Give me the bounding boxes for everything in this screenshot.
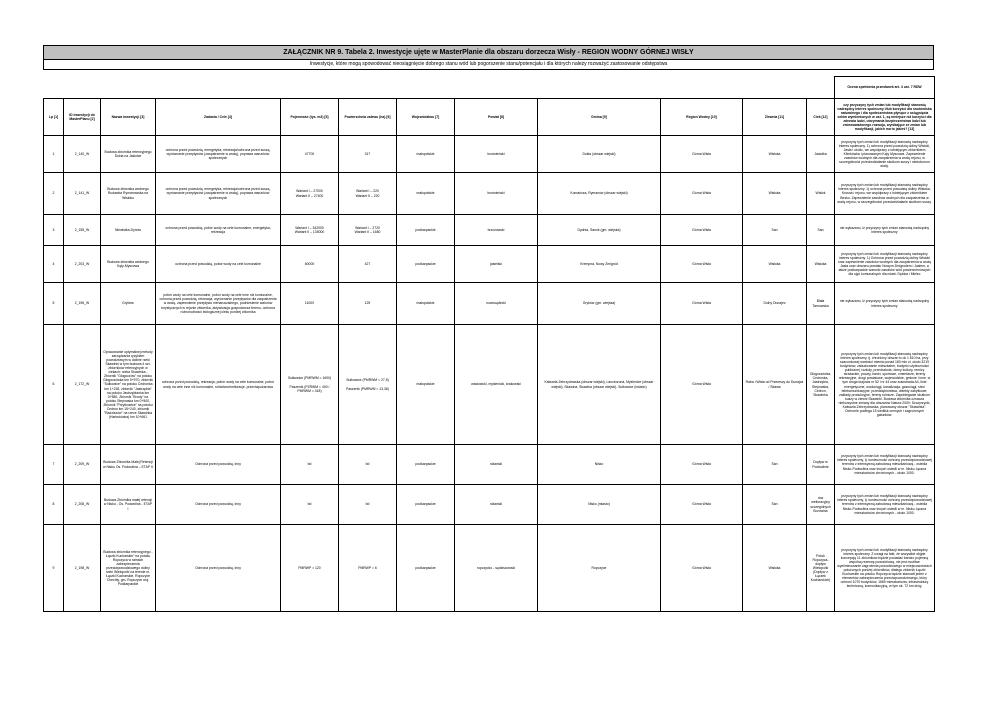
cell-lp: 9: [44, 525, 64, 612]
column-header: Powierzchnia zalewu (ha) [6]: [339, 99, 397, 136]
cell-region: Górna Wisła: [661, 485, 743, 525]
document-title: ZAŁĄCZNIK NR 9. Tabela 2. Inwestycje ujęte w MasterPlanie dla obszaru dorzecza Wisły - REGION WODNY GÓRNEJ WISŁY: [43, 45, 934, 60]
cell-powiat: wadowicki, myślenicki, krakowski: [455, 325, 538, 445]
cell-zlewnia: Wisłoka: [743, 136, 807, 173]
cell-poj: PMRWP = 120: [281, 525, 339, 612]
cell-nazwa: Niewistka-Dynów: [101, 215, 156, 246]
cell-nazwa: Budowa zbiornika wodnego Rudawka Rymanowska na Wisłoku: [101, 173, 156, 215]
document-subtitle: Inwestycje, które mogą spowodować nieosiągnięcie dobrego stanu wód lub pogorszenie stanu/potencjału i dla których należy rozważyć zastosowanie odstępstwa: [43, 60, 934, 70]
cell-woj: podkarpackie: [397, 485, 455, 525]
cell-nazwa: Budowa zbiornika wodnego Kąty-Myscowa: [101, 246, 156, 283]
cell-id: 2_140_W: [64, 136, 101, 173]
cell-ocena: przyczyny tych zmian lub modyfikacji stanowią nadrzędny interes społeczny. 1) ochrona przed powodzią doliny Wisłoka, Krosna i rejonu, we współpracy z istniejącym zbiornikiem Besko. Zapewnienie zasobów wodnych dla zaopatrzenia w wodę rejonu, w szczególności przeciwdziałanie skutkom suszy.: [835, 173, 935, 215]
cell-zadania: ochrona przed powodzią, pobór wody na cele komunalne: [156, 246, 281, 283]
cell-gmina: Dukla (obszar wiejski): [538, 136, 661, 173]
cell-gmina: Kalwaria Zebrzydowska (obszar wiejski), Lanckorona, Myślenice (obszar wiejski), Skawina, Skawina (obszar wiejski), Sułkowice (miasto): [538, 325, 661, 445]
cell-region: Górna Wisła: [661, 325, 743, 445]
cell-ciek: rów melioracyjny szczególnych Borowina: [807, 485, 835, 525]
cell-ciek: Wisłoka: [807, 246, 835, 283]
cell-ciek: San: [807, 215, 835, 246]
column-header: Ciek [12]: [807, 99, 835, 136]
cell-poj: 60000: [281, 246, 339, 283]
cell-powiat: ropczycko - sędziszowski: [455, 525, 538, 612]
table-row: [44, 283, 935, 325]
column-header: czy przyczyny tych zmian lub modyfikacji stanowią nadrzędny interes społeczny i/lub korzyści dla środowiska naturalnego i dla społeczeństwa płynące z osiągnięcia celów wymienionych w ust. 1, są mniejsze niż korzyści dla zdrowia ludzi, utrzymania bezpieczeństwa ludzi lub zrównoważonego rozwoju, wynikające ze zmian lub modyfikacji, jakich ma to jakieś? [13]: [835, 99, 935, 136]
cell-zlewnia: Dolny Dunajec: [743, 283, 807, 325]
cell-id: 2_209_W: [64, 445, 101, 485]
cell-woj: małopolskie: [397, 283, 455, 325]
column-header: Region Wodny [10]: [661, 99, 743, 136]
cell-zlewnia: San: [743, 485, 807, 525]
cell-ocena: nie wykazano, iż przyczyny tych zmian stanowią nadrzędny interes społeczny: [835, 215, 935, 246]
cell-nazwa: Budowa Zbiornika Małej Retencji w Nisku Os. Podwolina – ETAP II: [101, 445, 156, 485]
table-row: [44, 173, 935, 215]
cell-powiat: nowosądecki: [455, 283, 538, 325]
cell-poj: 11000: [281, 283, 339, 325]
cell-id: 2_208_W: [64, 485, 101, 525]
cell-powiat: jasielski: [455, 246, 538, 283]
cell-poj: 47700: [281, 136, 339, 173]
cell-ciek: Głogoczówka, Cedronka, Jastrzębia, Stepnaska, Cedron, Skawinka: [807, 325, 835, 445]
cell-pow: 427: [339, 246, 397, 283]
column-header: Zlewnia [11]: [743, 99, 807, 136]
cell-poj: Wariant I – 27000 Wariant II – 27400: [281, 173, 339, 215]
cell-nazwa: Opracowanie optymalnej metody zarządzania ryzykiem powodziowym w dolinie rzeki Skawinki w tym budowa 4 szt. zbiorników retencyjnych w ciekach: rzeka Skawinka - Zbiornik "Głogoczów" na potoku Głogoczówka km 0+970, zbiornik "Sułkowice" na potoku Cedronka km 1+235, zbiornik "Jastrzębia" na potoku Jastrzębianka km 0+580, Zbiornik "Brody" na potoku Stepnaska km 0+500, Zbiornik "Przytkowice" na potoku Cedron km 15+240, zbiornik "Radziszów" na rzece Skawinka (Harbutówka) km 10+661: [101, 325, 156, 445]
cell-woj: małopolskie: [397, 136, 455, 173]
table-row: [44, 525, 935, 612]
cell-zadania: ochrona przed powodzią, pobór wody na cele komunalne, energetyka, rekreacja: [156, 215, 281, 246]
cell-zadania: ochrona przed powodzią, rekreacja, pobór wody na cele komunalne, pobór wody na cele inne niż komunalne, rolnictwo/melioracje, przeciwpożarowa: [156, 325, 281, 445]
cell-zlewnia: Raba i Wisła od Przemszy do Dunajca / Skawa: [743, 325, 807, 445]
table-row: [44, 136, 935, 173]
cell-woj: podkarpackie: [397, 215, 455, 246]
cell-zadania: Ochrona przed powodzią, inny: [156, 445, 281, 485]
cell-zlewnia: Wisłoka: [743, 246, 807, 283]
cell-woj: podkarpackie: [397, 246, 455, 283]
cell-id: 2_198_W: [64, 525, 101, 612]
cell-powiat: krośnieński: [455, 136, 538, 173]
cell-ocena: przyczyny tych zmian lub modyfikacji stanowią nadrzędny interes społeczny. Z uwagi na fakt, że wszystkie objęte koncepcją 11 zbiorników będzie posiadać bardzo pojemną wspólną rezerwę powodziową, nie jest możliwe wyeliminowanie zagrożenia powodziowego w miejscowościach położonych poniżej zbiorników, dlatego zbiornik Łączki Kucharskie na potoku Ropczyca będzie stanowił jeden z elementów zabezpieczenia przeciwpowodziowego, który ochroni 1070 budynków, 1669 mieszkańców, infrastrukturę techniczną, komunikacyjną, w tym ok. 72 km dróg.: [835, 525, 935, 612]
cell-pow: bd: [339, 485, 397, 525]
table-row: [44, 246, 935, 283]
cell-lp: 1: [44, 136, 64, 173]
cell-pow: Wariant I – 2720 Wariant II – 1680: [339, 215, 397, 246]
cell-nazwa: Grybów: [101, 283, 156, 325]
cell-gmina: Dydnia, Sanok (gm. wiejska): [538, 215, 661, 246]
cell-region: Górna Wisła: [661, 525, 743, 612]
cell-id: 2_155_W: [64, 215, 101, 246]
cell-zlewnia: San: [743, 215, 807, 246]
table-row: [44, 215, 935, 246]
cell-powiat: niżański: [455, 485, 538, 525]
cell-lp: 8: [44, 485, 64, 525]
cell-ciek: Wisłok: [807, 173, 835, 215]
cell-nazwa: Budowa zbiornika retencyjnego Dukla na Jasiołce: [101, 136, 156, 173]
cell-woj: podkarpackie: [397, 525, 455, 612]
cell-poj: bd: [281, 485, 339, 525]
cell-poj: Wariant I – 342000 Wariant II – 135000: [281, 215, 339, 246]
cell-ocena: nie wykazano, iż przyczyny tych zmian stanowią nadrzędny interes społeczny: [835, 283, 935, 325]
cell-pow: Wariant I – 220 Wariant II – 220: [339, 173, 397, 215]
column-header: Nazwa inwestycji [3]: [101, 99, 156, 136]
cell-ocena: przyczyny tych zmian lub modyfikacji stanowią nadrzędny interes społeczny. 1) Ochrona przed powodzią doliny Wisłoki oraz zapewnienie zasobów wodnych dla zaopatrzenia w wodę Jasła oraz obszaru powiatu Nowym Żmigrodem i Jasłem, a także podkarpackie warunki zasobów wód powierzchniowych dla ujęć komunalnych dla miast: Dębica i Mielec: [835, 246, 935, 283]
cell-powiat: brzozowski: [455, 215, 538, 246]
cell-pow: 317: [339, 136, 397, 173]
column-header: Powiat [8]: [455, 99, 538, 136]
cell-gmina: Krempna, Nowy Żmigród: [538, 246, 661, 283]
cell-ciek: Jasiołka: [807, 136, 835, 173]
cell-zlewnia: Wisłoka: [743, 525, 807, 612]
cell-ciek: Biała Tarnowska: [807, 283, 835, 325]
investments-table: [43, 76, 935, 612]
cell-poj: Sułkowice (PMRWM = 1600) Paszenik (PZRWM = 400 / PMRWM = 418): [281, 325, 339, 445]
cell-id: 2_196_W: [64, 283, 101, 325]
cell-woj: podkarpackie: [397, 445, 455, 485]
group-header: Ocena spełnienia przesłanek art. 4 ust. 7 RDW: [835, 77, 935, 99]
document-sheet: [43, 45, 934, 612]
cell-region: Górna Wisła: [661, 445, 743, 485]
cell-gmina: Ropczyce: [538, 525, 661, 612]
column-header: Województwo [7]: [397, 99, 455, 136]
cell-gmina: Komańcza, Rymanów (obszar wiejski): [538, 173, 661, 215]
cell-woj: małopolskie: [397, 173, 455, 215]
cell-gmina: Nisko (miasto): [538, 485, 661, 525]
cell-zlewnia: San: [743, 445, 807, 485]
table-row: [44, 325, 935, 445]
cell-gmina: Grybów (gm. wiejska): [538, 283, 661, 325]
table-header-row: [44, 99, 935, 136]
cell-zadania: ochrona przed powodzią, energetyka, rekreacja/ochrona przed suszą, wyrównanie przepływów (zaopatrzenie w wodę), poprawa warunków społecznych: [156, 136, 281, 173]
cell-lp: 2: [44, 173, 64, 215]
cell-nazwa: Budowa Zbiornika małej retencji w Nisku - Os. Podwolina - ETAP I: [101, 485, 156, 525]
cell-zlewnia: Wisłoka: [743, 173, 807, 215]
cell-pow: 125: [339, 283, 397, 325]
cell-zadania: pobór wody na cele komunalne, pobór wody na cele inne niż komunalne, ochrona przed powodzią, rekreacja, wyrównanie przepływów dla zaopatrzenia w wodę, zapewnienie przepływu nienaruszalnego, podniesienie walorów turystycznych w rejonie zbiornika, aktywizacja gospodarcza terenu, ochrona różnorodności biologicznej cieku poniżej zbiornika: [156, 283, 281, 325]
cell-lp: 5: [44, 283, 64, 325]
cell-nazwa: Budowa zbiornika retencyjnego - Łączki Kucharskie" na potoku Ropczyca w ramach zabezpieczenia przeciwpowodziowego doliny rzeki Wielopolki na terenie m. Łączki Kucharskie, Ropczyce Chechły, gm. Ropczyce woj. Podkarpackie: [101, 525, 156, 612]
cell-region: Górna Wisła: [661, 246, 743, 283]
column-header: Zadania / Cele [4]: [156, 99, 281, 136]
cell-woj: małopolskie: [397, 325, 455, 445]
column-header: Lp [1]: [44, 99, 64, 136]
cell-zadania: Ochrona przed powodzią, inny: [156, 485, 281, 525]
column-header: Pojemność (tys. m3) [5]: [281, 99, 339, 136]
cell-powiat: niżański: [455, 445, 538, 485]
table-row: [44, 445, 935, 485]
cell-pow: Sułkowice (PMRWM = 27,5) Paszenik (PMRWM = 13,36): [339, 325, 397, 445]
cell-region: Górna Wisła: [661, 173, 743, 215]
cell-gmina: Nisko: [538, 445, 661, 485]
cell-powiat: krośnieński: [455, 173, 538, 215]
cell-poj: bd: [281, 445, 339, 485]
column-header: Gmina [9]: [538, 99, 661, 136]
cell-id: 2_203_W: [64, 246, 101, 283]
table-row: [44, 485, 935, 525]
cell-zadania: Ochrona przed powodzią, inny: [156, 525, 281, 612]
cell-ciek: Potok Ropczyca- dopływ Wielopolki (Dopływ z Łączek Kucharskich): [807, 525, 835, 612]
cell-region: Górna Wisła: [661, 215, 743, 246]
cell-id: 2_172_W: [64, 325, 101, 445]
cell-id: 2_141_W: [64, 173, 101, 215]
column-header: ID inwestycji do MasterPlanu [2]: [64, 99, 101, 136]
cell-zadania: ochrona przed powodzią, energetyka, rekreacja/ochrona przed suszą, wyrównanie przepływów (zaopatrzenie w wodę), poprawa warunków społecznych: [156, 173, 281, 215]
cell-ocena: przyczyny tych zmian lub modyfikacji stanowią nadrzędny interes społeczny, tj. konieczność ochrony przeciwpowodziowej terenów z intensywną zabudową mieszkaniową - osiedla Nisko-Podwolina oraz innych osiedli w m. Nisko, łączna mieszkańców chronionych - około 1000.: [835, 445, 935, 485]
cell-ocena: przyczyny tych zmian lub modyfikacji stanowią nadrzędny interes społeczny. 1) ochrona przed powodzią doliny Wisłoki, Jasła i okolic, we współpracy z istniejącym zbiornikiem Klimkówka i planowanym Kąty Myscowa. Zapewnienie zasobów wodnych dla zaopatrzenia w wodę rejonu, w szczególności przeciwdziałanie skutkom suszy i niedoborom wody.: [835, 136, 935, 173]
cell-lp: 6: [44, 325, 64, 445]
cell-pow: bd: [339, 445, 397, 485]
cell-ocena: przyczyny tych zmian lub modyfikacji stanowią nadrzędny interes społeczny, tj. chroniony obszar to ok 1 810 ha, przy szacunkowej wartości mienia ponad 180 mln zł, około 3219 budynków, zabudowanie mieszkalne, budynki użyteczności publicznej i szkoły, przedszkola, domy kultury, remizy strażackie, poczty, banki, sportowe, cmentarze, tereny rekreacyjne, drogi powiatowe, wojewódzkie, gminne i inne, w tym droga krajowa nr 52 i nr 44 oraz autostrada A4, linie energetyczne, wodociągi, kanalizacja, gazociągi, sieci telekomunikacyjne, przedsiębiorstwa, obiekty zabytkowe, zakłady produkcyjne, tereny rolnicze. Zapobieganie skutkom suszy w zlewni Skawinki. Budowa zbiornika oznacza niekorzystne zmiany dla obszarów Natura 2000: Szczyrzycki, Kalwaria Zebrzydowska, planowany obszar "Skawinka". Ochronie podlega 15 siedlisk cennych i zagrożonych gatunków.: [835, 325, 935, 445]
cell-ciek: Dopływ w Podwolinie: [807, 445, 835, 485]
cell-lp: 3: [44, 215, 64, 246]
cell-ocena: przyczyny tych zmian lub modyfikacji stanowią nadrzędny interes społeczny, tj. konieczność ochrony przeciwpowodziowej terenów z intensywną zabudową mieszkaniową - osiedla Nisko-Podwolina oraz innych osiedli w m. Nisko, łączna mieszkańców chronionych - około 1000.: [835, 485, 935, 525]
cell-region: Górna Wisła: [661, 136, 743, 173]
cell-lp: 7: [44, 445, 64, 485]
cell-lp: 4: [44, 246, 64, 283]
cell-region: Górna Wisła: [661, 283, 743, 325]
cell-pow: PMRWP = 6: [339, 525, 397, 612]
